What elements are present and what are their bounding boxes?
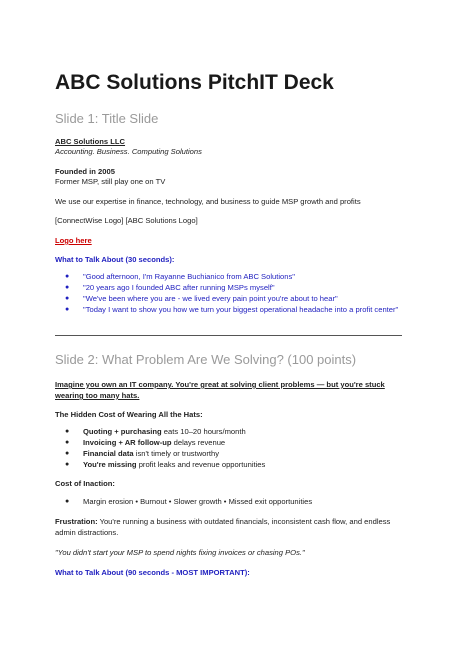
company-name: ABC Solutions LLC [55, 137, 126, 146]
slide1-talk-points [65, 271, 398, 315]
frustration-paragraph [55, 516, 390, 527]
bullet-icon: ● [65, 306, 70, 313]
item-text: eats 10–20 hours/month [161, 427, 246, 436]
inaction-heading: Cost of Inaction: [55, 479, 115, 488]
founded-label: Founded in 2005 [55, 167, 115, 176]
bullet-icon: ● [65, 295, 70, 302]
bullet-icon: ● [65, 450, 70, 457]
logos-placeholder: [ConnectWise Logo] [ABC Solutions Logo] [55, 216, 198, 225]
frustration-paragraph-line2: admin distractions. [55, 528, 119, 537]
slide2-talk-heading: What to Talk About (90 seconds - MOST IMPORTANT): [55, 568, 250, 577]
bullet-icon: ● [65, 439, 70, 446]
frustration-text: You're running a business with outdated financials, inconsistent cash flow, and endless [97, 517, 391, 526]
list-item [65, 496, 312, 507]
talk-point-text: "20 years ago I founded ABC after running MSPs myself" [83, 283, 275, 292]
item-text: profit leaks and revenue opportunities [136, 460, 266, 469]
slide1-heading: Slide 1: Title Slide [55, 111, 159, 126]
list-item [65, 271, 398, 282]
item-text: isn't timely or trustworthy [133, 449, 220, 458]
list-item [65, 282, 398, 293]
problem-hook-line2: wearing too many hats. [55, 391, 140, 400]
logo-here-link[interactable]: Logo here [55, 236, 92, 245]
bullet-icon: ● [65, 428, 70, 435]
hidden-cost-heading: The Hidden Cost of Wearing All the Hats: [55, 410, 203, 419]
talk-point-text: "We've been where you are - we lived every pain point you're about to hear" [83, 294, 338, 303]
section-divider [55, 335, 402, 336]
item-text: delays revenue [171, 438, 226, 447]
hidden-cost-list [65, 426, 265, 470]
bullet-icon: ● [65, 498, 70, 505]
talk-point-text: "Good afternoon, I'm Rayanne Buchianico from ABC Solutions" [83, 272, 295, 281]
bullet-icon: ● [65, 461, 70, 468]
list-item [65, 293, 398, 304]
problem-hook-line1: Imagine you own an IT company. You're great at solving client problems — but you're stuck [55, 380, 385, 389]
frustration-label: Frustration: [55, 517, 98, 526]
bullet-icon: ● [65, 284, 70, 291]
item-bold: You're missing [83, 460, 137, 469]
talk-point-text: "Today I want to show you how we turn your biggest operational headache into a profit center" [83, 305, 399, 314]
bullet-icon: ● [65, 273, 70, 280]
list-item [65, 448, 265, 459]
inaction-list [65, 496, 312, 507]
company-tagline: Accounting. Business. Computing Solutions [55, 147, 202, 156]
list-item [65, 459, 265, 470]
list-item [65, 426, 265, 437]
founder-note: Former MSP, still play one on TV [55, 177, 166, 186]
document-title: ABC Solutions PitchIT Deck [55, 71, 334, 94]
slide1-talk-heading: What to Talk About (30 seconds): [55, 255, 175, 264]
inaction-text: Margin erosion • Burnout • Slower growth • Missed exit opportunities [83, 497, 313, 506]
mission-statement: We use our expertise in finance, technology, and business to guide MSP growth and profits [55, 197, 361, 206]
slide2-heading: Slide 2: What Problem Are We Solving? (100 points) [55, 352, 357, 367]
list-item [65, 437, 265, 448]
item-bold: Invoicing + AR follow-up [83, 438, 172, 447]
item-bold: Financial data [83, 449, 134, 458]
list-item [65, 304, 398, 315]
slide2-quote: "You didn't start your MSP to spend nights fixing invoices or chasing POs." [55, 548, 305, 557]
item-bold: Quoting + purchasing [83, 427, 162, 436]
